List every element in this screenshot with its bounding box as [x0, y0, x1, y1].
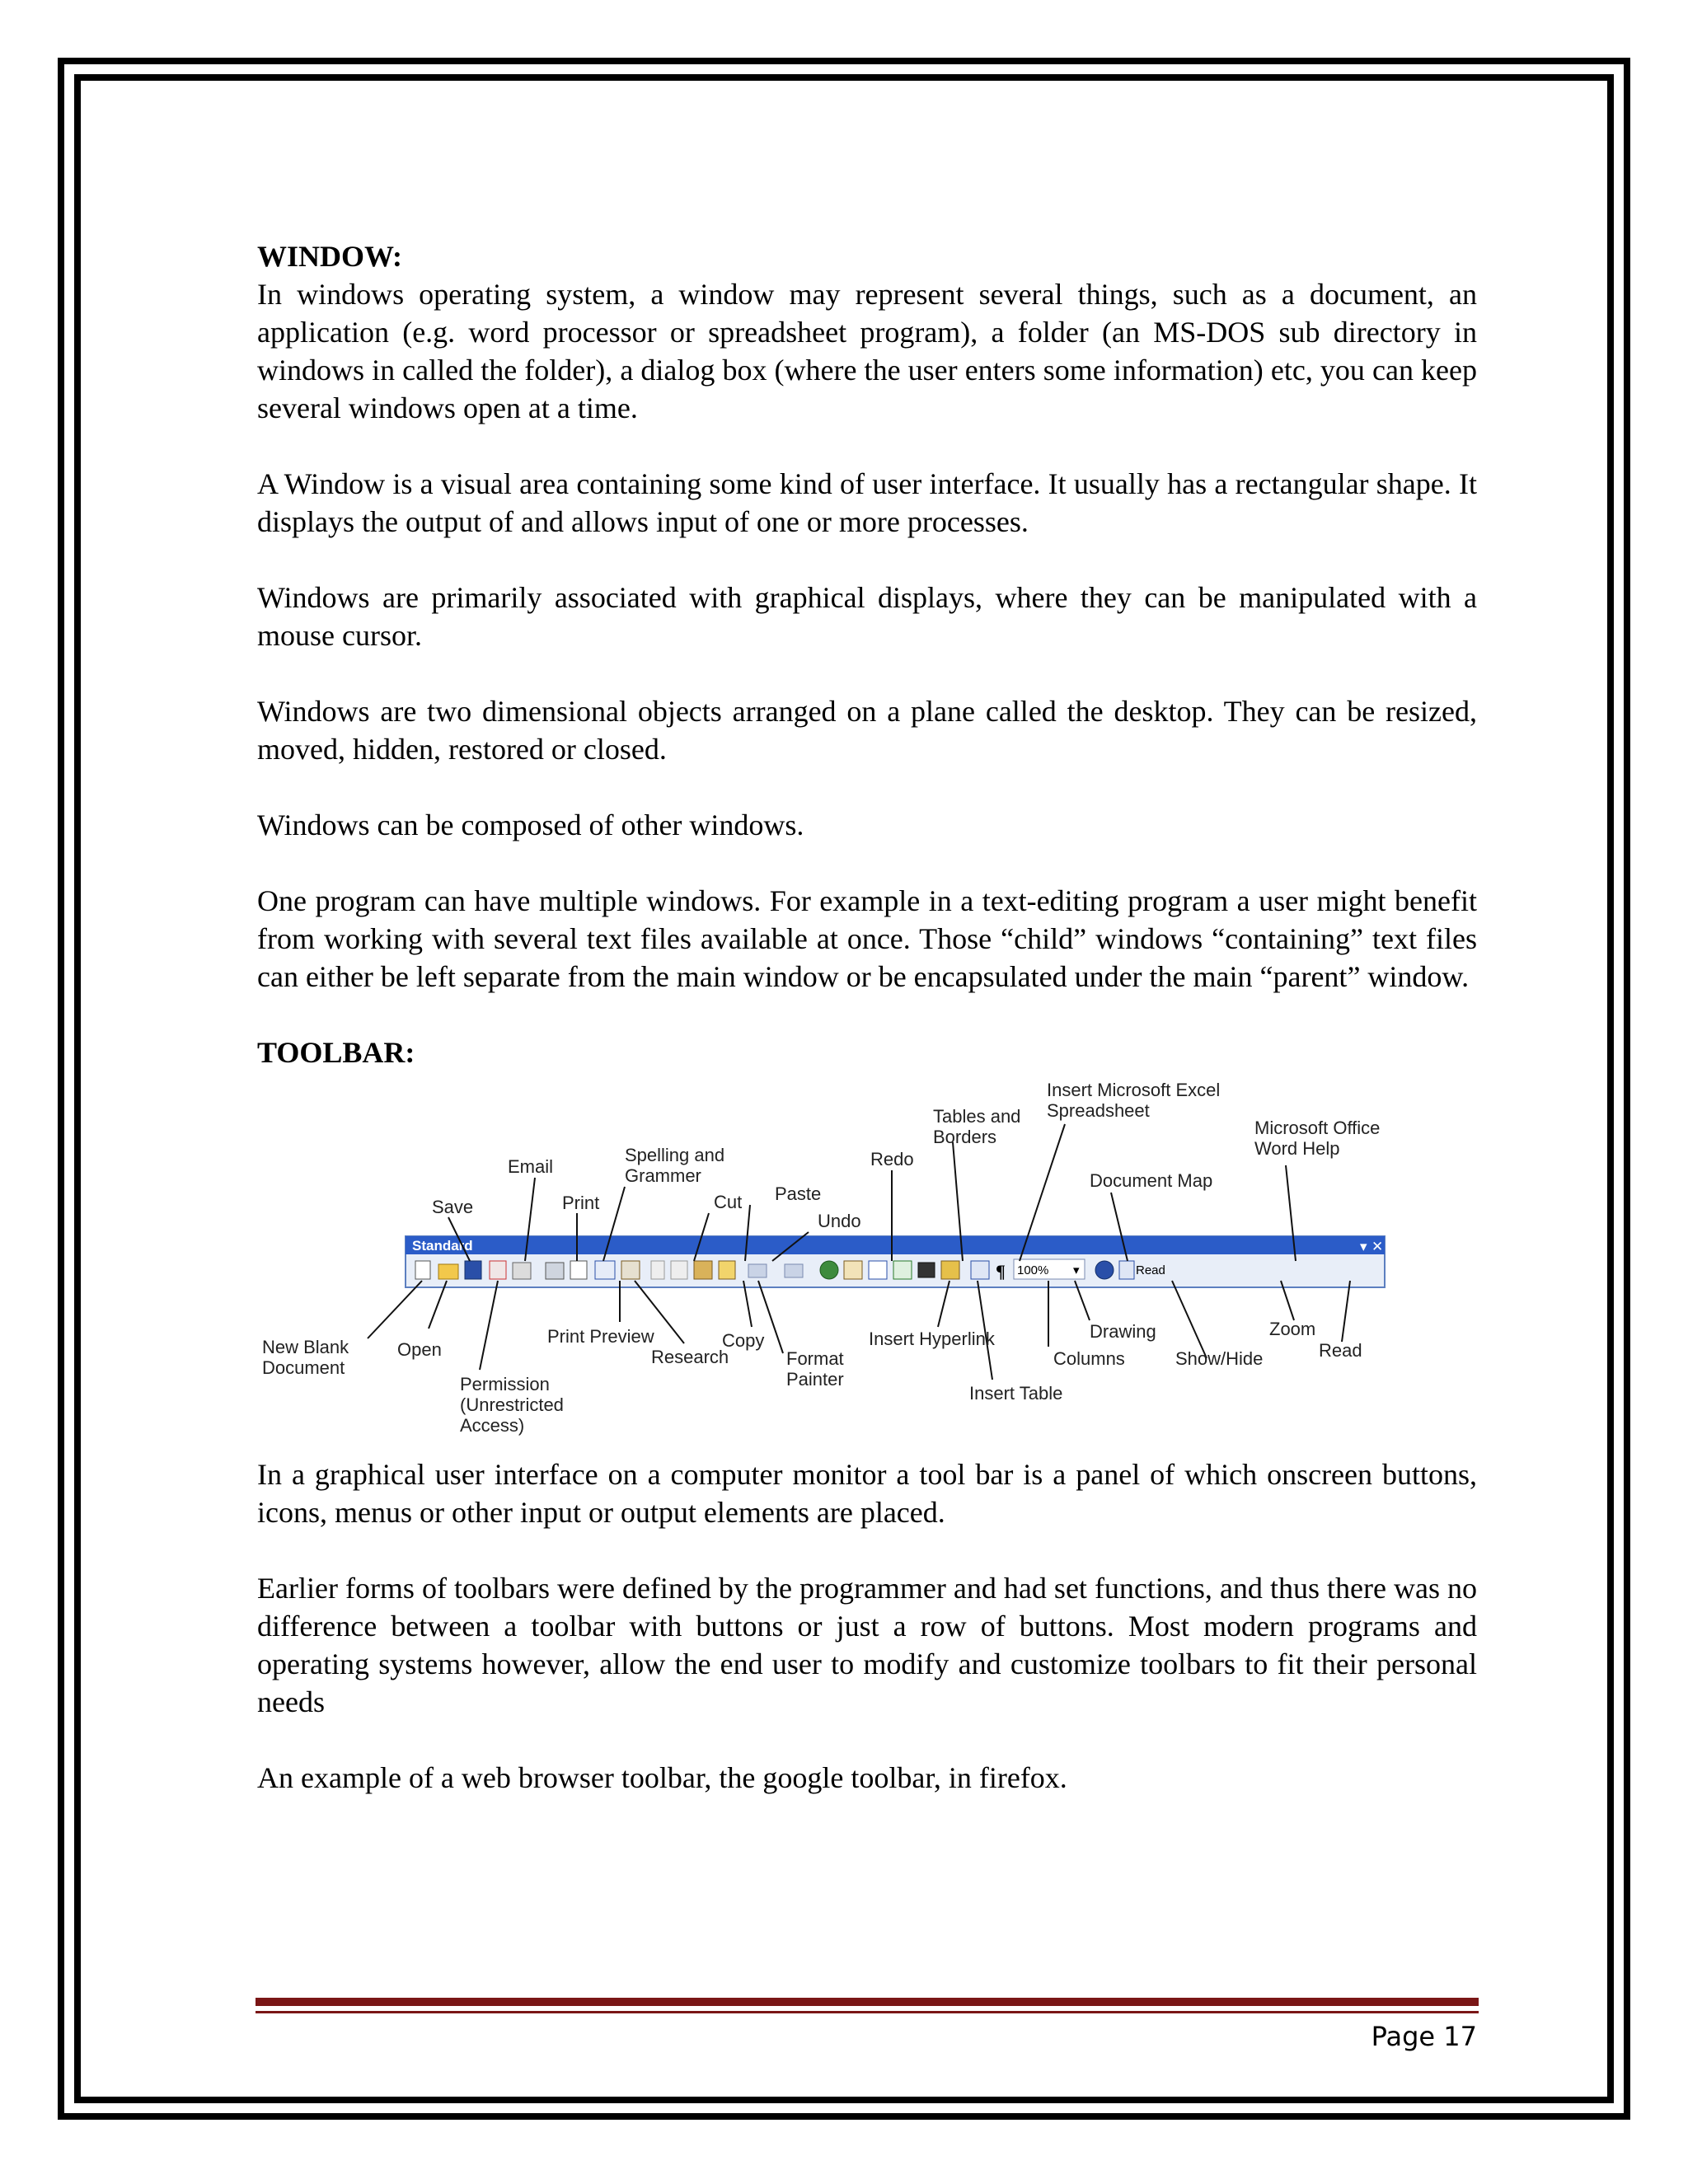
label-tables-borders-1: Tables and: [933, 1106, 1021, 1127]
window-paragraph-4: Windows are two dimensional objects arranged on a plane called the desktop. They can be resized, moved, hidden, restored or closed.: [257, 695, 1477, 766]
columns-icon[interactable]: [918, 1263, 935, 1277]
label-redo: Redo: [870, 1149, 914, 1169]
insert-excel-icon[interactable]: [893, 1261, 912, 1279]
print-preview-icon[interactable]: [570, 1261, 587, 1279]
label-insert-excel-1: Insert Microsoft Excel: [1047, 1081, 1221, 1100]
paste-icon[interactable]: [694, 1261, 712, 1279]
zoom-value: 100%: [1017, 1263, 1049, 1277]
label-read: Read: [1319, 1340, 1362, 1361]
label-email: Email: [508, 1156, 554, 1177]
zoom-dropdown-icon[interactable]: ▾: [1073, 1263, 1080, 1277]
toolbar-diagram: [257, 1081, 1477, 1444]
research-icon[interactable]: [621, 1261, 640, 1279]
toolbar-menu-arrow-icon: ▾: [1360, 1239, 1367, 1254]
insert-hyperlink-icon[interactable]: [820, 1261, 838, 1279]
word-help-icon[interactable]: [1095, 1261, 1114, 1279]
label-show-hide: Show/Hide: [1175, 1348, 1264, 1369]
label-copy: Copy: [722, 1330, 765, 1351]
redo-icon[interactable]: [785, 1264, 803, 1277]
label-cut: Cut: [714, 1192, 743, 1212]
email-icon[interactable]: [513, 1263, 531, 1279]
save-icon[interactable]: [465, 1261, 481, 1279]
toolbar-paragraph-1: In a graphical user interface on a computer monitor a tool bar is a panel of which onscreen buttons, icons, menus or other input or output elements are placed.: [257, 1458, 1477, 1529]
label-document-map: Document Map: [1090, 1170, 1213, 1191]
label-insert-table: Insert Table: [969, 1383, 1063, 1404]
window-heading: WINDOW:: [257, 240, 403, 273]
label-save: Save: [432, 1197, 474, 1217]
copy-icon[interactable]: [671, 1261, 687, 1279]
label-spelling-2: Grammer: [625, 1165, 701, 1186]
label-format-painter-1: Format: [786, 1348, 844, 1369]
toolbar-title: Standard: [412, 1238, 473, 1254]
permission-icon[interactable]: [490, 1261, 506, 1279]
label-format-painter-2: Painter: [786, 1369, 844, 1390]
window-paragraph-5: Windows can be composed of other windows.: [257, 808, 804, 841]
toolbar-diagram-svg: [257, 1081, 1477, 1444]
toolbar-paragraph-3: An example of a web browser toolbar, the google toolbar, in firefox.: [257, 1761, 1067, 1794]
open-folder-icon[interactable]: [438, 1264, 458, 1279]
label-new-blank-document-1: New Blank: [262, 1337, 349, 1357]
insert-table-icon[interactable]: [869, 1261, 887, 1279]
label-undo: Undo: [818, 1211, 861, 1231]
cut-icon[interactable]: [651, 1261, 664, 1279]
label-paste: Paste: [775, 1183, 822, 1204]
label-permission-2: (Unrestricted: [460, 1394, 564, 1415]
window-paragraph-6: One program can have multiple windows. For example in a text-editing program a user might benefit from working with several text files available at once. Those “child” windows “containing” text files can either be left separate from the main window or be encapsulated under the main “parent” window.: [257, 884, 1477, 993]
tables-borders-icon[interactable]: [844, 1261, 862, 1279]
label-print-preview: Print Preview: [547, 1326, 654, 1347]
footer-rule-thick: [256, 1998, 1479, 2006]
format-painter-icon[interactable]: [719, 1261, 735, 1279]
label-permission-3: Access): [460, 1415, 525, 1436]
read-icon[interactable]: [1119, 1261, 1134, 1279]
toolbar-close-icon: ✕: [1372, 1239, 1384, 1254]
label-spelling-1: Spelling and: [625, 1145, 725, 1165]
undo-icon[interactable]: [748, 1264, 767, 1277]
toolbar-paragraph-2: Earlier forms of toolbars were defined by the programmer and had set functions, and thus there was no difference between a toolbar with buttons or just a row of buttons. Most modern programs and operating systems however, allow the end user to modify and customize toolbars to fit their personal needs: [257, 1572, 1477, 1718]
read-button-label[interactable]: Read: [1136, 1263, 1165, 1277]
window-paragraph-3: Windows are primarily associated with graphical displays, where they can be manipulated with a mouse cursor.: [257, 581, 1477, 652]
label-research: Research: [651, 1347, 729, 1367]
label-columns: Columns: [1053, 1348, 1125, 1369]
toolbar-heading: TOOLBAR:: [257, 1036, 415, 1069]
label-word-help-1: Microsoft Office: [1254, 1118, 1381, 1138]
document-map-icon[interactable]: [971, 1261, 989, 1279]
label-insert-hyperlink: Insert Hyperlink: [869, 1329, 995, 1349]
label-word-help-2: Word Help: [1254, 1138, 1340, 1159]
window-paragraph-1: In windows operating system, a window may represent several things, such as a document, an application (e.g. word processor or spreadsheet program), a folder (an MS-DOS sub directory in windows in called the folder), a dialog box (where the user enters some information) etc, you can keep several windows open at a time.: [257, 278, 1477, 424]
label-open: Open: [397, 1339, 442, 1360]
label-print: Print: [562, 1193, 600, 1213]
footer-rule-thin: [256, 2011, 1479, 2013]
page-content: [257, 237, 1477, 1835]
window-paragraph-2: A Window is a visual area containing some kind of user interface. It usually has a rectangular shape. It displays the output of and allows input of one or more processes.: [257, 467, 1477, 538]
show-hide-pilcrow-icon[interactable]: ¶: [996, 1261, 1006, 1282]
spelling-grammar-icon[interactable]: [595, 1261, 615, 1279]
label-tables-borders-2: Borders: [933, 1127, 997, 1147]
label-insert-excel-2: Spreadsheet: [1047, 1100, 1150, 1121]
drawing-icon[interactable]: [941, 1261, 959, 1279]
label-drawing: Drawing: [1090, 1321, 1156, 1342]
label-zoom: Zoom: [1269, 1319, 1316, 1339]
page-number: Page 17: [1371, 2021, 1477, 2052]
new-document-icon[interactable]: [415, 1261, 430, 1279]
label-permission-1: Permission: [460, 1374, 550, 1394]
print-icon[interactable]: [546, 1263, 564, 1279]
label-new-blank-document-2: Document: [262, 1357, 345, 1378]
toolbar-titlebar: [406, 1236, 1385, 1254]
